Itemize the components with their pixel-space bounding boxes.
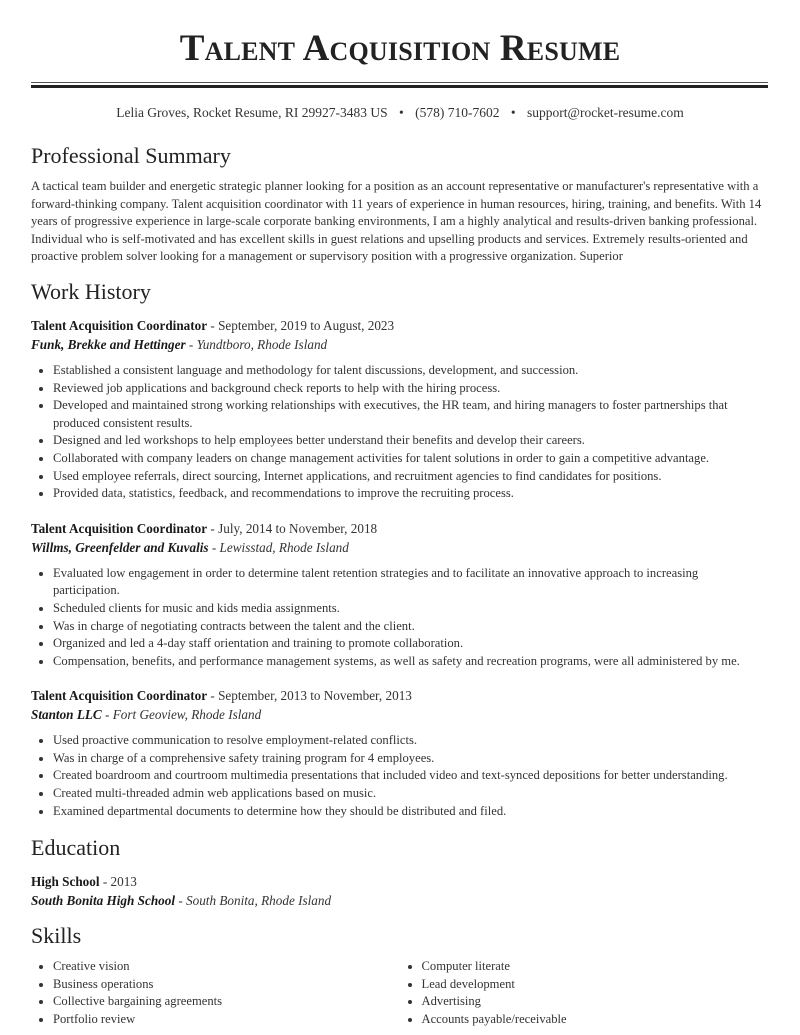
list-item: • Organized and led a 4-day staff orientation and training to promote collaboration.: [53, 635, 768, 653]
contact-line: [0, 104, 800, 122]
company-name: Funk, Brekke and Hettinger: [31, 336, 186, 352]
list-item: • Evaluated low engagement in order to determine talent retention strategies and to facilitate an innovative approach to increasing participation.: [53, 565, 768, 600]
job-title-line: [31, 519, 768, 538]
list-item: • Provided data, statistics, feedback, and recommendations to improve the recruiting process.: [53, 485, 768, 503]
skill-item: • Computer literate: [422, 958, 769, 976]
company-location: - Fort Geoview, Rhode Island: [101, 707, 262, 723]
list-item: • Developed and maintained strong working relationships with executives, the HR team, and hiring managers to foster partnerships that produced consistent results.: [53, 397, 768, 432]
list-item: • Compensation, benefits, and performance management systems, as well as safety and recreation programs, were all administered by me.: [53, 653, 768, 671]
skill-item: • Collective bargaining agreements: [53, 993, 400, 1011]
bullet-separator: •: [510, 105, 516, 120]
job-entry: [31, 686, 768, 820]
graduation-year: - 2013: [99, 874, 137, 890]
job-title: Talent Acquisition Coordinator: [31, 520, 208, 536]
company-location: - Yundtboro, Rhode Island: [185, 336, 328, 352]
education-entry: [31, 872, 768, 910]
skills-grid: [31, 958, 768, 1028]
section-education: [31, 834, 768, 910]
job-bullets: [31, 362, 768, 503]
job-title-line: [31, 316, 768, 335]
list-item: • Created boardroom and courtroom multimedia presentations that included video and text-synced depositions for better understanding.: [53, 767, 768, 785]
job-entry: [31, 316, 768, 503]
skill-item: • Accounts payable/receivable: [422, 1011, 769, 1029]
header-divider-thick: [31, 85, 768, 88]
skill-item: • Business operations: [53, 976, 400, 994]
company-line: [31, 705, 768, 724]
list-item: • Was in charge of a comprehensive safety training program for 4 employees.: [53, 750, 768, 768]
skill-item: • Portfolio review: [53, 1011, 400, 1029]
company-line: [31, 335, 768, 354]
section-heading-work: Work History: [31, 278, 151, 304]
section-summary: [31, 142, 768, 266]
job-entry: [31, 519, 768, 671]
company-name: Willms, Greenfelder and Kuvalis: [31, 539, 209, 555]
job-title: Talent Acquisition Coordinator: [31, 317, 208, 333]
school-location: - South Bonita, Rhode Island: [175, 893, 332, 909]
list-item: • Created multi-threaded admin web applications based on music.: [53, 785, 768, 803]
company-name: Stanton LLC: [31, 707, 102, 723]
list-item: • Used proactive communication to resolve employment-related conflicts.: [53, 732, 768, 750]
resume-title: Talent Acquisition Resume: [179, 28, 621, 69]
bullet-separator: •: [399, 105, 404, 120]
company-location: - Lewisstad, Rhode Island: [208, 539, 349, 555]
list-item: • Designed and led workshops to help employees better understand their benefits and develop their careers.: [53, 432, 768, 450]
school-line: [31, 891, 768, 910]
job-dates: - September, 2019 to August, 2023: [207, 317, 395, 333]
section-skills: [31, 922, 768, 1028]
job-title: Talent Acquisition Coordinator: [31, 688, 208, 704]
school-name: South Bonita High School: [31, 893, 176, 909]
list-item: • Collaborated with company leaders on change management activities for talent solutions in order to gain a competitive advantage.: [53, 450, 768, 468]
job-title-line: [31, 686, 768, 705]
header-divider-thin: [31, 82, 768, 83]
job-dates: - July, 2014 to November, 2018: [207, 520, 378, 536]
job-bullets: [31, 732, 768, 820]
list-item: • Reviewed job applications and background check reports to help with the hiring process.: [53, 380, 768, 398]
skills-column-left: [31, 958, 400, 1028]
section-heading-summary: Professional Summary: [31, 143, 231, 168]
contact-phone: (578) 710-7602: [415, 105, 500, 120]
resume-content: [31, 142, 768, 1029]
skills-column-right: [400, 958, 769, 1028]
company-line: [31, 538, 768, 557]
skill-item: • Advertising: [422, 993, 769, 1011]
skill-item: • Creative vision: [53, 958, 400, 976]
list-item: • Scheduled clients for music and kids media assignments.: [53, 600, 768, 618]
section-work-history: [31, 278, 768, 820]
section-heading-skills: Skills: [31, 923, 82, 949]
contact-email: support@rocket-resume.com: [527, 105, 684, 120]
list-item: • Used employee referrals, direct sourcing, Internet applications, and recruitment agencies to find candidates for positions.: [53, 468, 768, 486]
contact-address: Lelia Groves, Rocket Resume, RI 29927-3483 US: [116, 105, 388, 120]
degree-line: [31, 872, 768, 891]
job-dates: - September, 2013 to November, 2013: [207, 688, 412, 704]
list-item: • Was in charge of negotiating contracts between the talent and the client.: [53, 618, 768, 636]
list-item: • Established a consistent language and methodology for talent discussions, development, and succession.: [53, 362, 768, 380]
list-item: • Examined departmental documents to determine how they should be distributed and filed.: [53, 803, 768, 821]
section-heading-education: Education: [31, 835, 121, 861]
skill-item: • Lead development: [422, 976, 769, 994]
summary-text: A tactical team builder and energetic strategic planner looking for a position as an account representative or manufacturer's representative with a forward-thinking company. Talent acquisition coordinator with 11 years of experience in human resources, hiring, training, and benefits. With 14 years of progressive experience in large-scale corporate banking environments, I am a highly analytical and results-driven banking professional. Individual who is self-motivated and has excellent skills in guest relations and upselling products and services. Extremely results-oriented and proactive problem solver looking for a management or supervisory position with a progressive organization. Superior: [31, 179, 762, 264]
degree: High School: [31, 874, 100, 890]
job-bullets: [31, 565, 768, 671]
